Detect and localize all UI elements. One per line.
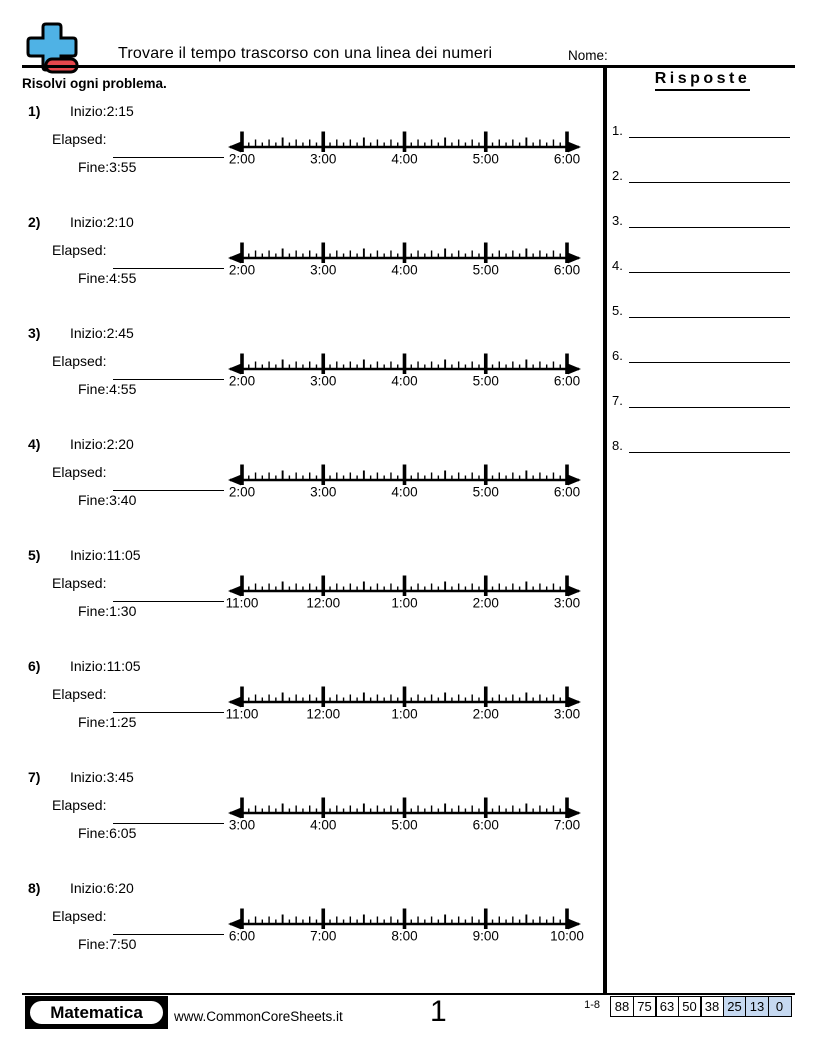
problem-number: 4): [28, 436, 41, 452]
footer-rule: [22, 993, 795, 995]
answer-row: [612, 211, 790, 228]
time-label: 2:00: [472, 595, 499, 611]
answer-blank-3[interactable]: [629, 210, 790, 228]
elapsed-label: Elapsed:: [52, 242, 107, 258]
time-label: 3:00: [553, 706, 581, 722]
time-label: 7:00: [310, 928, 337, 944]
time-label: 2:00: [228, 484, 256, 500]
inizio-value: 2:10: [106, 214, 134, 230]
number-line: [222, 571, 588, 615]
time-label: 3:00: [310, 262, 337, 278]
inizio-label: Inizio:: [70, 436, 107, 452]
fine-text: [78, 270, 136, 286]
time-label: 9:00: [472, 928, 499, 944]
problem-2: [0, 214, 604, 318]
fine-label: Fine:: [78, 603, 110, 619]
elapsed-label: Elapsed:: [52, 575, 107, 591]
time-label: 12:00: [306, 595, 341, 611]
fine-text: [78, 492, 136, 508]
problem-3: [0, 325, 604, 429]
problem-7: [0, 769, 604, 873]
problem-number: 1): [28, 103, 41, 119]
answer-row: [612, 301, 790, 318]
fine-text: [78, 825, 136, 841]
answer-number: 2.: [612, 168, 623, 183]
answer-blank-2[interactable]: [629, 165, 790, 183]
answer-number: 5.: [612, 303, 623, 318]
brand-name: Matematica: [50, 1002, 143, 1022]
answer-number: 4.: [612, 258, 623, 273]
problem-number: 6): [28, 658, 41, 674]
time-label: 2:00: [228, 373, 256, 389]
answer-number: 3.: [612, 213, 623, 228]
fine-value: 7:50: [109, 936, 137, 952]
time-label: 6:00: [553, 151, 581, 167]
time-label: 6:00: [553, 373, 581, 389]
fine-value: 4:55: [109, 270, 137, 286]
elapsed-answer-blank[interactable]: [113, 363, 224, 380]
number-line: [222, 238, 588, 282]
answer-blank-7[interactable]: [629, 390, 790, 408]
number-line: [222, 904, 588, 948]
time-label: 5:00: [472, 262, 499, 278]
score-cell: 63: [655, 996, 679, 1017]
answer-number: 8.: [612, 438, 623, 453]
brand-logo: [20, 22, 80, 76]
time-label: 3:00: [310, 373, 337, 389]
answer-row: [612, 121, 790, 138]
inizio-value: 6:20: [106, 880, 134, 896]
time-label: 3:00: [228, 817, 256, 833]
problem-5: [0, 547, 604, 651]
fine-text: [78, 159, 136, 175]
time-label: 5:00: [472, 484, 499, 500]
time-label: 4:00: [310, 817, 337, 833]
problem-number: 2): [28, 214, 41, 230]
answers-header: [610, 70, 795, 91]
elapsed-answer-blank[interactable]: [113, 141, 224, 158]
header-rule: [22, 65, 795, 68]
inizio-text: [70, 547, 141, 563]
inizio-label: Inizio:: [70, 103, 107, 119]
fine-value: 3:55: [109, 159, 137, 175]
time-label: 4:00: [391, 484, 418, 500]
elapsed-answer-blank[interactable]: [113, 807, 224, 824]
answer-row: [612, 391, 790, 408]
elapsed-label: Elapsed:: [52, 686, 107, 702]
inizio-label: Inizio:: [70, 658, 107, 674]
time-label: 6:00: [553, 484, 581, 500]
problem-number: 8): [28, 880, 41, 896]
inizio-value: 2:20: [106, 436, 134, 452]
inizio-label: Inizio:: [70, 325, 107, 341]
inizio-text: [70, 880, 134, 896]
brand-badge: [25, 996, 168, 1029]
answer-blank-8[interactable]: [629, 435, 790, 453]
website-text: www.CommonCoreSheets.it: [174, 1009, 343, 1024]
inizio-value: 11:05: [106, 547, 141, 563]
time-label: 1:00: [391, 595, 418, 611]
inizio-label: Inizio:: [70, 769, 107, 785]
answer-row: [612, 166, 790, 183]
problem-1: [0, 103, 604, 207]
answer-number: 6.: [612, 348, 623, 363]
fine-label: Fine:: [78, 270, 110, 286]
answer-number: 7.: [612, 393, 623, 408]
number-line: [222, 682, 588, 726]
elapsed-label: Elapsed:: [52, 464, 107, 480]
answer-blank-6[interactable]: [629, 345, 790, 363]
score-cell: 13: [745, 996, 769, 1017]
answer-blank-1[interactable]: [629, 120, 790, 138]
inizio-label: Inizio:: [70, 547, 107, 563]
elapsed-answer-blank[interactable]: [113, 474, 224, 491]
time-label: 2:00: [472, 706, 499, 722]
answers-title: Risposte: [655, 70, 751, 91]
time-label: 3:00: [310, 484, 337, 500]
time-label: 4:00: [391, 262, 418, 278]
time-label: 4:00: [391, 373, 418, 389]
fine-value: 6:05: [109, 825, 137, 841]
fine-label: Fine:: [78, 714, 110, 730]
elapsed-label: Elapsed:: [52, 353, 107, 369]
time-label: 11:00: [225, 706, 259, 722]
score-cell: 0: [768, 996, 792, 1017]
page-number: 1: [430, 995, 447, 1028]
score-cell: 25: [723, 996, 747, 1017]
inizio-text: [70, 325, 134, 341]
inizio-text: [70, 214, 134, 230]
score-cell: 75: [633, 996, 657, 1017]
number-line: [222, 793, 588, 837]
fine-text: [78, 603, 136, 619]
fine-value: 1:25: [109, 714, 137, 730]
inizio-text: [70, 769, 134, 785]
problem-4: [0, 436, 604, 540]
inizio-text: [70, 103, 134, 119]
answer-row: [612, 346, 790, 363]
time-label: 2:00: [228, 262, 256, 278]
fine-label: Fine:: [78, 159, 110, 175]
time-label: 3:00: [553, 595, 581, 611]
answer-blank-5[interactable]: [629, 300, 790, 318]
elapsed-answer-blank[interactable]: [113, 585, 224, 602]
fine-label: Fine:: [78, 492, 110, 508]
time-label: 6:00: [228, 928, 256, 944]
elapsed-answer-blank[interactable]: [113, 252, 224, 269]
score-range-label: 1-8: [584, 999, 600, 1011]
elapsed-label: Elapsed:: [52, 797, 107, 813]
score-cell: 88: [610, 996, 634, 1017]
elapsed-label: Elapsed:: [52, 131, 107, 147]
score-cell: 38: [700, 996, 724, 1017]
number-line: [222, 460, 588, 504]
page-title: Trovare il tempo trascorso con una linea dei numeri: [118, 45, 493, 62]
inizio-value: 2:15: [106, 103, 134, 119]
time-label: 5:00: [472, 151, 499, 167]
fine-label: Fine:: [78, 936, 110, 952]
time-label: 5:00: [472, 373, 499, 389]
answer-number: 1.: [612, 123, 623, 138]
elapsed-answer-blank[interactable]: [113, 696, 224, 713]
score-cell: 50: [678, 996, 702, 1017]
answer-row: [612, 436, 790, 453]
time-label: 3:00: [310, 151, 337, 167]
instructions: Risolvi ogni problema.: [22, 76, 167, 91]
inizio-text: [70, 658, 141, 674]
fine-label: Fine:: [78, 381, 110, 397]
fine-text: [78, 936, 136, 952]
brand-pill: [28, 999, 165, 1026]
fine-text: [78, 381, 136, 397]
time-label: 6:00: [472, 817, 499, 833]
answer-blank-4[interactable]: [629, 255, 790, 273]
elapsed-label: Elapsed:: [52, 908, 107, 924]
inizio-value: 11:05: [106, 658, 141, 674]
fine-text: [78, 714, 136, 730]
fine-value: 3:40: [109, 492, 137, 508]
inizio-label: Inizio:: [70, 880, 107, 896]
time-label: 10:00: [550, 928, 584, 944]
time-label: 7:00: [553, 817, 581, 833]
fine-value: 4:55: [109, 381, 137, 397]
inizio-value: 3:45: [106, 769, 134, 785]
name-label: Nome:: [568, 48, 608, 63]
time-label: 8:00: [391, 928, 418, 944]
time-label: 12:00: [306, 706, 341, 722]
fine-label: Fine:: [78, 825, 110, 841]
score-table: [610, 996, 792, 1017]
problem-8: [0, 880, 604, 984]
answer-row: [612, 256, 790, 273]
inizio-value: 2:45: [106, 325, 134, 341]
inizio-text: [70, 436, 134, 452]
inizio-label: Inizio:: [70, 214, 107, 230]
fine-value: 1:30: [109, 603, 137, 619]
problem-6: [0, 658, 604, 762]
problem-number: 5): [28, 547, 41, 563]
time-label: 6:00: [553, 262, 581, 278]
elapsed-answer-blank[interactable]: [113, 918, 224, 935]
time-label: 2:00: [228, 151, 256, 167]
time-label: 11:00: [225, 595, 259, 611]
time-label: 4:00: [391, 151, 418, 167]
number-line: [222, 127, 588, 171]
problem-number: 7): [28, 769, 41, 785]
time-label: 5:00: [391, 817, 418, 833]
problem-number: 3): [28, 325, 41, 341]
number-line: [222, 349, 588, 393]
time-label: 1:00: [391, 706, 418, 722]
